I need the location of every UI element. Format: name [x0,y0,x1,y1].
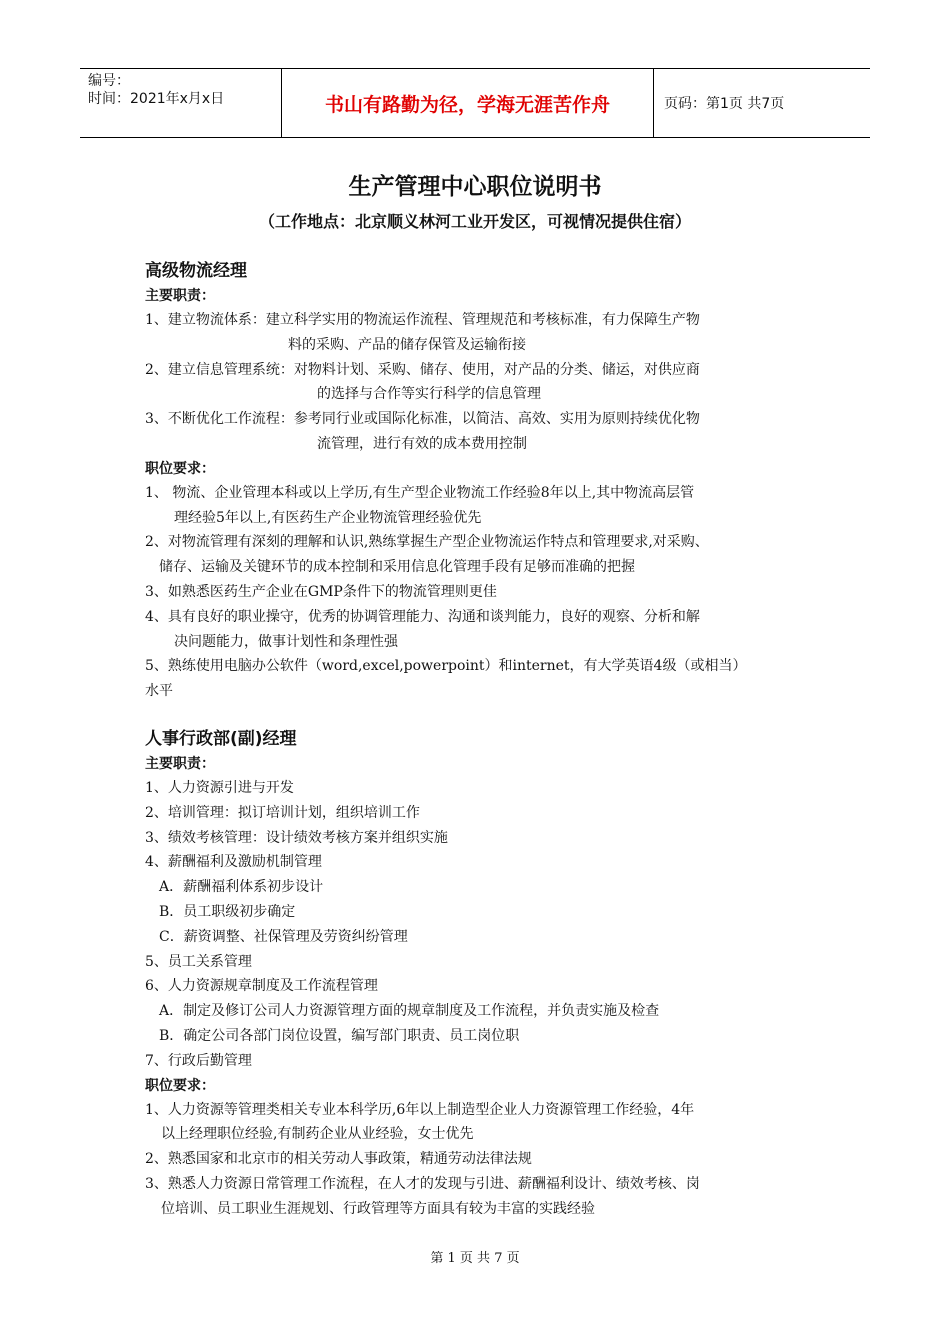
list-item [145,1172,825,1222]
list-item [145,1147,825,1172]
list-item [145,530,825,580]
item-text-cont: 位培训、员工职业生涯规划、行政管理等方面具有较为丰富的实践经验 [161,1200,595,1217]
page-footer: 第 1 页 共 7 页 [430,1251,520,1266]
item-text-cont: 流管理，进行有效的成本费用控制 [317,435,527,452]
list-subitem: B．员工职级初步确定 [159,903,296,920]
item-text-cont: 的选择与合作等实行科学的信息管理 [317,386,541,403]
list-item: 3、绩效考核管理：设计绩效考核方案并组织实施 [145,829,448,846]
section1-req-label: 职位要求： [145,460,215,477]
item-text: 4、具有良好的职业操守，优秀的协调管理能力、沟通和谈判能力，良好的观察、分析和解 [145,608,700,625]
page-title: 生产管理中心职位说明书 [348,174,602,200]
item-text: 1、 物流、企业管理本科或以上学历,有生产型企业物流工作经验8年以上,其中物流高层管 [145,484,695,501]
item-text-cont: 水平 [145,683,173,700]
list-item [145,481,825,531]
list-subitem: B．确定公司各部门岗位设置，编写部门职责、员工岗位职 [159,1027,520,1044]
list-item [145,1098,825,1148]
list-item: 6、人力资源规章制度及工作流程管理 [145,978,378,995]
list-item [145,308,825,358]
section2-req-label: 职位要求： [145,1077,215,1094]
section2-heading: 人事行政部(副)经理 [145,728,297,749]
item-text: 1、人力资源等管理类相关专业本科学历,6年以上制造型企业人力资源管理工作经验，4年 [145,1101,695,1118]
page-info: 页码：第1页 共7页 [664,96,785,112]
list-item: 7、行政后勤管理 [145,1052,252,1069]
header-table [80,68,870,138]
list-item [145,407,825,457]
item-text: 2、对物流管理有深刻的理解和认识,熟练掌握生产型企业物流运作特点和管理要求,对采购、 [145,534,709,551]
section2-duties-label: 主要职责： [145,755,215,772]
number-label: 编号： [88,73,130,89]
list-item [145,654,825,704]
item-text: 5、熟练使用电脑办公软件（word,excel,powerpoint）和internet，有大学英语4级（或相当） [145,658,747,675]
document-body [145,258,825,1222]
list-item: 1、人力资源引进与开发 [145,779,294,796]
item-text: 3、不断优化工作流程：参考同行业或国际化标准，以简洁、高效、实用为原则持续优化物 [145,411,700,428]
item-text: 2、熟悉国家和北京市的相关劳动人事政策，精通劳动法律法规 [145,1151,532,1168]
time-label: 时间：2021年x月x日 [88,91,225,107]
list-subitem: C．薪资调整、社保管理及劳资纠纷管理 [159,928,408,945]
list-subitem: A．薪酬福利体系初步设计 [159,879,324,896]
item-text-cont: 以上经理职位经验,有制药企业从业经验，女士优先 [161,1126,474,1143]
item-text-cont: 决问题能力，做事计划性和条理性强 [174,633,398,650]
item-text: 3、熟悉人力资源日常管理工作流程，在人才的发现与引进、薪酬福利设计、绩效考核、岗 [145,1175,700,1192]
item-text-cont: 理经验5年以上,有医药生产企业物流管理经验优先 [174,509,482,526]
list-item [145,580,825,605]
motto: 书山有路勤为径，学海无涯苦作舟 [324,93,610,116]
section1-heading: 高级物流经理 [145,261,247,281]
section1-duties-label: 主要职责： [145,288,215,304]
page-subtitle: （工作地点：北京顺义林河工业开发区，可视情况提供住宿） [258,212,691,231]
list-item: 5、员工关系管理 [145,953,252,970]
item-text: 2、建立信息管理系统：对物料计划、采购、储存、使用，对产品的分类、储运，对供应商 [145,361,700,378]
item-text-cont: 料的采购、产品的储存保管及运输衔接 [288,336,526,353]
header-meta [80,69,282,137]
list-item [145,358,825,408]
list-item [145,605,825,655]
list-subitem: A．制定及修订公司人力资源管理方面的规章制度及工作流程，并负责实施及检查 [159,1003,660,1020]
item-text: 3、如熟悉医药生产企业在GMP条件下的物流管理则更佳 [145,583,497,600]
header-motto-cell [282,69,654,137]
list-item: 2、培训管理：拟订培训计划，组织培训工作 [145,804,420,821]
item-text: 1、建立物流体系：建立科学实用的物流运作流程、管理规范和考核标准，有力保障生产物 [145,312,700,328]
item-text-cont: 储存、运输及关键环节的成本控制和采用信息化管理手段有足够而准确的把握 [159,559,635,576]
list-item: 4、薪酬福利及激励机制管理 [145,854,322,871]
